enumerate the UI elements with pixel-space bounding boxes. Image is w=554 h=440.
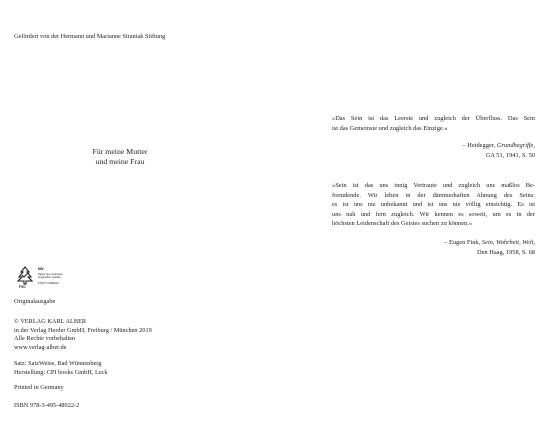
publisher-line: © VERLAG KARL ALBER	[14, 318, 87, 325]
production-block	[14, 360, 108, 377]
fsc-line-1: Papier aus verantwor-	[38, 273, 64, 276]
publisher-line: in der Verlag Herder GmbH, Freiburg / München 2019	[14, 326, 152, 334]
fsc-mark: FSC	[19, 285, 26, 289]
quote-2	[332, 181, 535, 257]
quote-1-source: – Heidegger, Grundbegriffe, GA 51, 1941, S. 50	[462, 142, 535, 159]
typesetting-line: Satz: SatzWeise, Bad Wünnenberg	[14, 360, 102, 367]
dedication-line-2: und meine Frau	[95, 157, 145, 166]
quote-line: ist das Gemeinste und zugleich das Einzige.«	[332, 124, 448, 132]
quote-2-source: – Eugen Fink, Sein, Wahrheit, Welt, Den Haag, 1958, S. 68	[444, 238, 535, 256]
fsc-mix: MIX	[38, 267, 44, 271]
quote-line: uns nah und fern zugleich. Wir kennen es soweit, um es in der	[332, 210, 535, 218]
quote-line: »Das Sein ist das Leerste und zugleich der Überfluss. Das Sein	[332, 115, 535, 122]
quote-1	[332, 114, 535, 160]
publisher-line: Alle Rechte vorbehalten	[14, 335, 76, 343]
source-title: Grundbegriffe,	[496, 142, 535, 150]
quote-line: höchsten Leidenschaft des Geistes suchen zu können.«	[332, 220, 473, 228]
quote-1-text	[332, 114, 535, 133]
fsc-logo	[14, 266, 64, 288]
printing-line: Herstellung: CPI books GmbH, Leck	[14, 368, 108, 376]
dedication-line-1: Für meine Mutter	[92, 147, 148, 156]
funding-note: Gefördert von der Hermann und Marianne Straniak Stiftung	[14, 33, 166, 40]
isbn: ISBN 978-3-495-48922-2	[14, 402, 80, 409]
printed-in: Printed in Germany	[14, 384, 64, 391]
publisher-website: www.verlag-alber.de	[14, 343, 67, 351]
original-edition: Originalausgabe	[14, 298, 56, 305]
dedication	[60, 147, 180, 167]
fsc-code: FSC® C083411	[38, 281, 59, 285]
quote-line: »Sein ist das uns innig Vertraute und zugleich uns maßlos Be-	[332, 182, 535, 189]
publisher-block	[14, 318, 152, 352]
source-title: Sein, Wahrheit, Welt,	[481, 238, 535, 246]
quote-line: fremdende. Wir leben in der dämmerhaften Ahnung des Seins:	[332, 191, 535, 199]
quote-line: es ist uns nie unbekannt und ist uns nie völlig einsichtig. Es ist	[332, 201, 535, 209]
fsc-line-2: tungsvollen Quellen	[38, 276, 61, 279]
quote-2-text	[332, 181, 535, 229]
